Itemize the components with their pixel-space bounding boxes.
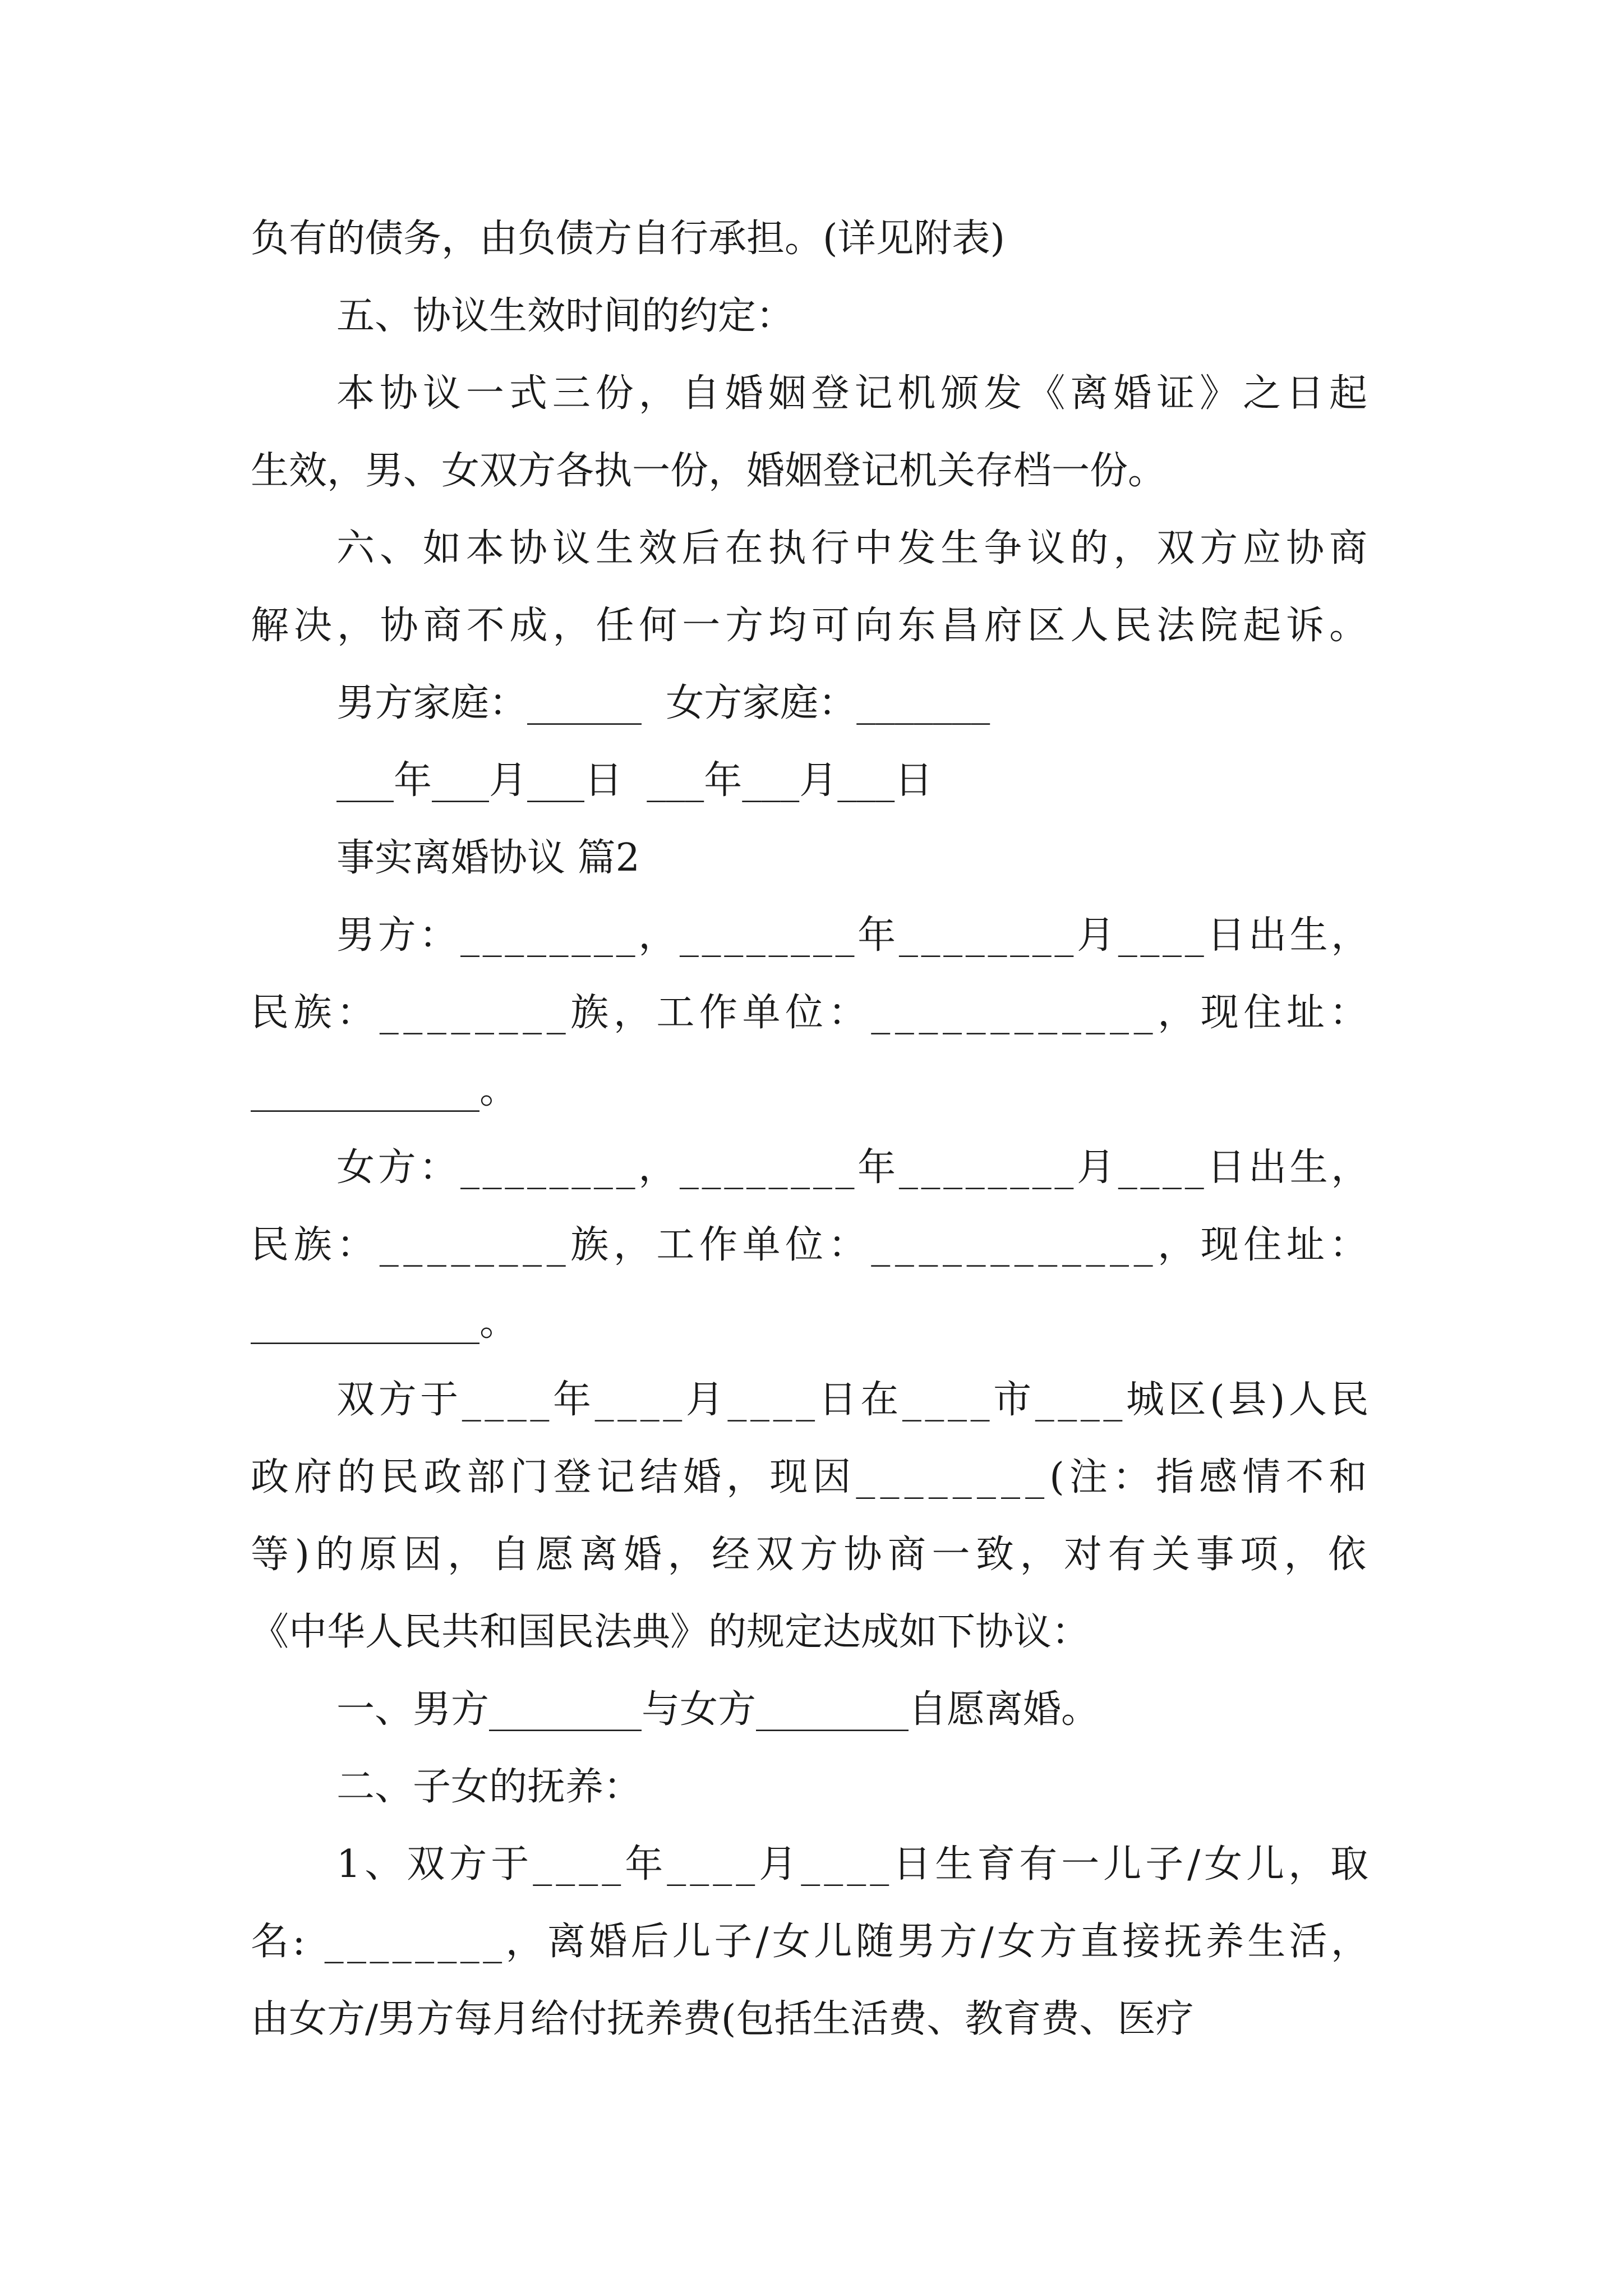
- text-line: 解决，协商不成，任何一方均可向东昌府区人民法院起诉。: [251, 604, 1373, 648]
- text-line: 《中华人民共和国民法典》的规定达成如下协议：: [251, 1610, 1090, 1654]
- text-line: 女方：________，________年________月____日出生，: [336, 1145, 1373, 1190]
- date-line: ___年___月___日 ___年___月___日: [336, 758, 933, 803]
- text-line: 等)的原因，自愿离婚，经双方协商一致，对有关事项，依: [251, 1533, 1372, 1577]
- text-line: 男方：________，________年________月____日出生，: [336, 913, 1373, 958]
- text-line: ____________。: [251, 1300, 518, 1345]
- article-title: 事实离婚协议 篇2: [336, 836, 640, 880]
- text-line: 双方于____年____月____日在____市____城区(县)人民: [336, 1378, 1373, 1422]
- text-line: 1、双方于____年____月____日生育有一儿子/女儿，取: [336, 1842, 1373, 1887]
- text-line: 民族：________族，工作单位：____________，现住址：: [251, 1223, 1373, 1267]
- text-line: ____________。: [251, 1068, 518, 1112]
- signature-line: 男方家庭：______ 女方家庭：_______: [336, 681, 990, 725]
- text-line: 政府的民政部门登记结婚，现因________(注：指感情不和: [251, 1455, 1372, 1499]
- section-heading: 二、子女的抚养：: [336, 1765, 642, 1809]
- text-line: 六、如本协议生效后在执行中发生争议的，双方应协商: [336, 526, 1373, 570]
- section-heading: 五、协议生效时间的约定：: [336, 294, 795, 338]
- text-line: 本协议一式三份，自婚姻登记机颁发《离婚证》之日起: [336, 371, 1373, 416]
- text-line: 生效，男、女双方各执一份，婚姻登记机关存档一份。: [251, 449, 1166, 493]
- text-line: 民族：________族，工作单位：____________，现住址：: [251, 991, 1373, 1035]
- text-line: 一、男方________与女方________自愿离婚。: [336, 1687, 1100, 1732]
- text-line: 负有的债务，由负债方自行承担。(详见附表): [251, 217, 1006, 261]
- text-line: 由女方/男方每月给付抚养费(包括生活费、教育费、医疗: [251, 1997, 1194, 2041]
- text-line: 名: ________，离婚后儿子/女儿随男方/女方直接抚养生活，: [251, 1920, 1373, 1964]
